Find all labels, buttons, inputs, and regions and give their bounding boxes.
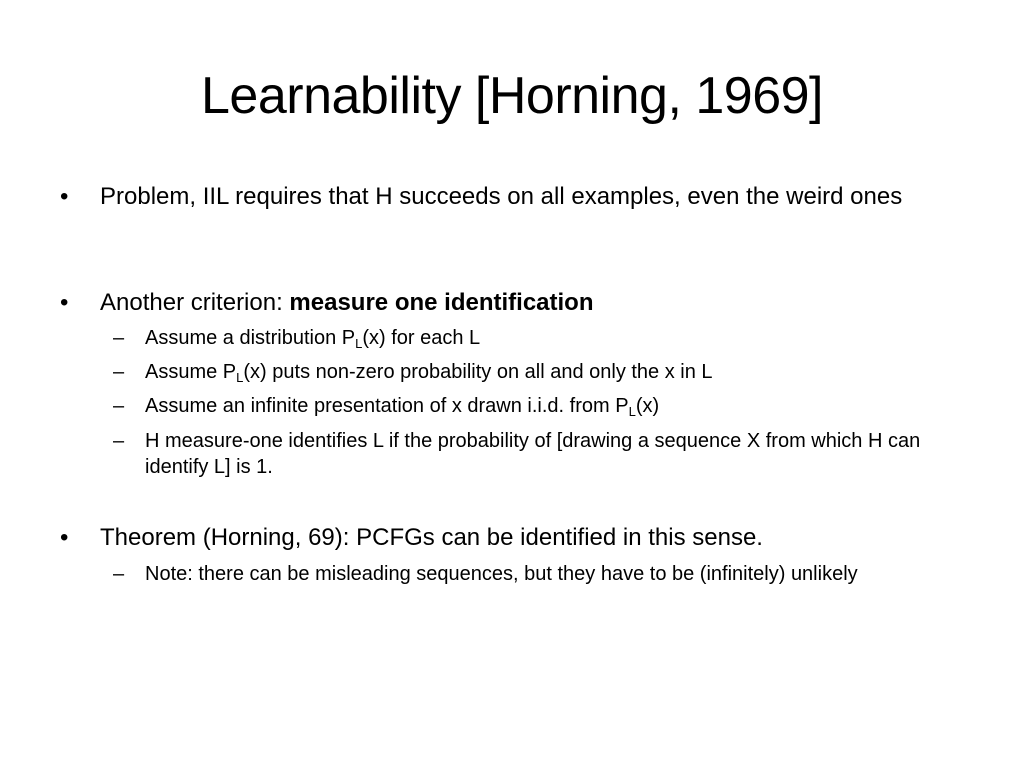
subscript: L: [236, 370, 244, 385]
sub-item-text-pre: Assume P: [145, 361, 237, 383]
sub-item: [113, 428, 973, 480]
sub-item-text: [145, 325, 973, 351]
bullet-item: [60, 182, 970, 211]
dash-icon: –: [113, 361, 125, 383]
sub-item-text-pre: Assume a distribution P: [145, 327, 356, 349]
dash-icon: –: [113, 327, 125, 349]
bullet-text-plain: Another criterion:: [100, 289, 290, 316]
subscript: L: [628, 404, 636, 419]
subscript: L: [355, 336, 363, 351]
bullet-item: [60, 523, 970, 552]
sub-item-text: H measure-one identifies L if the probability of [drawing a sequence X from which H can identify L] is 1.: [145, 430, 921, 478]
bullet-text: Theorem (Horning, 69): PCFGs can be identified in this sense.: [100, 524, 763, 551]
sub-item: [113, 393, 973, 419]
sub-item-text: [145, 359, 973, 385]
slide-title: Learnability [Horning, 1969]: [201, 67, 823, 125]
sub-item-text-post: (x) puts non-zero probability on all and only the x in L: [243, 361, 713, 383]
dash-icon: –: [113, 430, 125, 452]
bullet-item: [60, 288, 970, 317]
sub-item: [113, 359, 973, 385]
sub-item: [113, 325, 973, 351]
dash-icon: –: [113, 395, 125, 417]
bullet-icon: •: [60, 524, 69, 551]
sub-item-text: [145, 393, 973, 419]
bullet-icon: •: [60, 289, 69, 316]
bullet-text-bold: measure one identification: [289, 289, 594, 316]
sub-item-text-post: (x): [635, 395, 660, 417]
bullet-icon: •: [60, 183, 69, 210]
sub-item-text-post: (x) for each L: [362, 327, 481, 349]
sub-item: [113, 561, 973, 587]
sub-item-text: Note: there can be misleading sequences, but they have to be (infinitely) unlikely: [145, 563, 858, 585]
bullet-text: [100, 288, 970, 317]
bullet-text: Problem, IIL requires that H succeeds on all examples, even the weird ones: [100, 183, 903, 210]
dash-icon: –: [113, 563, 125, 585]
sub-item-text-pre: Assume an infinite presentation of x drawn i.i.d. from P: [145, 395, 629, 417]
